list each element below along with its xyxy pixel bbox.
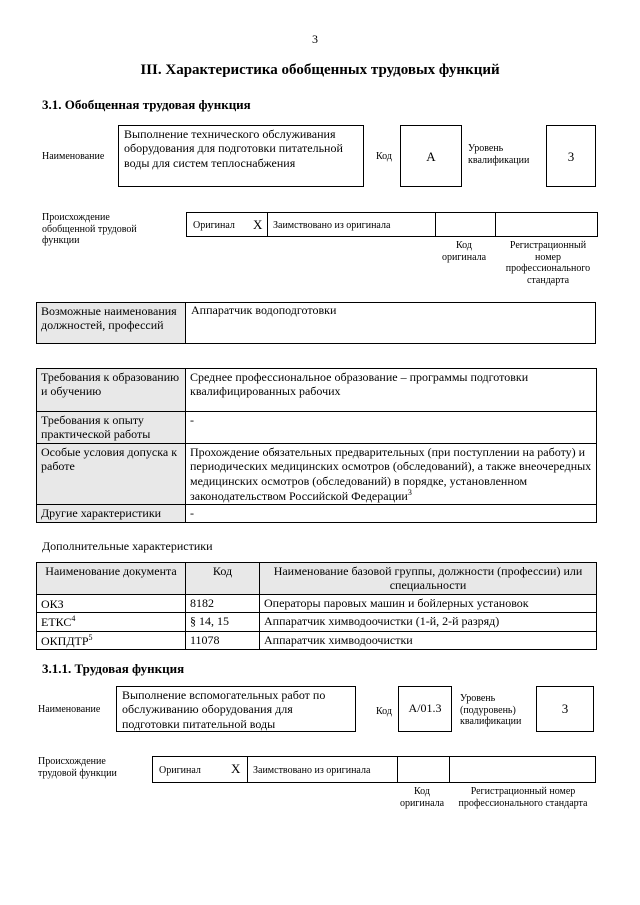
requirement-label: Особые условия допуска к работе	[37, 443, 186, 505]
code-cell: 8182	[186, 594, 260, 612]
gtf-code-orig-caption: Код оригинала	[441, 240, 487, 263]
requirement-value: -	[186, 505, 597, 522]
name-cell: Аппаратчик химводоочистки (1-й, 2-й разряд)	[260, 613, 597, 631]
requirement-row	[37, 412, 597, 444]
gtf-original-label: Оригинал	[193, 220, 235, 231]
doc-cell: ЕТКС$^4$	[37, 613, 186, 631]
tf-original-mark: X	[231, 761, 241, 776]
positions-value: Аппаратчик водоподготовки	[191, 303, 337, 317]
gtf-code-box	[400, 125, 462, 187]
table-row	[37, 631, 597, 649]
name-cell: Аппаратчик химводоочистки	[260, 631, 597, 649]
tf-code-box	[398, 686, 452, 732]
tf-name-value: Выполнение вспомогательных работ по обслуживанию оборудования для подготовки питательной воды	[116, 686, 356, 732]
requirement-row	[37, 369, 597, 412]
section-title: III. Характеристика обобщенных трудовых функций	[140, 62, 500, 78]
gtf-origin-box	[186, 212, 598, 237]
requirement-label: Требования к образованию и обучению	[37, 369, 186, 412]
tf-origin-box	[152, 756, 596, 783]
additional-table	[36, 562, 597, 650]
requirements-table	[36, 368, 597, 523]
gtf-reg-num-caption: Регистрационный номер профессионального стандарта	[505, 240, 591, 286]
tf-level-value: 3	[561, 701, 569, 716]
gtf-origin-label: Происхождение обобщенной трудовой функции	[42, 212, 137, 246]
tf-original-label: Оригинал	[159, 765, 201, 776]
header-doc: Наименование документа	[37, 563, 186, 595]
gtf-level-value: 3	[567, 149, 575, 164]
gtf-level-label: Уровень квалификации	[468, 143, 530, 166]
gtf-name-label: Наименование	[42, 151, 105, 162]
gtf-code-value: А	[426, 149, 436, 164]
requirement-row	[37, 505, 597, 522]
gtf-name-value: Выполнение технического обслуживания оборудования для подготовки питательной воды для систем теплоснабжения	[118, 125, 364, 187]
gtf-original-mark: X	[253, 217, 263, 232]
positions-box	[36, 302, 596, 344]
doc-cell: ОКПДТР$^5$	[37, 631, 186, 649]
tf-origin-label: Происхождение трудовой функции	[38, 756, 117, 779]
requirement-value: -	[186, 412, 597, 444]
requirement-value: Прохождение обязательных предварительных (при поступлении на работу) и периодических медицинских осмотров (обследований), а также внеочередных медицинских осмотров (обследований) в порядке, установленном законодательством Российской Федерации$^3$	[186, 443, 597, 505]
requirement-row	[37, 443, 597, 505]
additional-heading: Дополнительные характеристики	[42, 539, 213, 553]
tf-code-value: А/01.3	[408, 701, 442, 715]
table-row	[37, 613, 597, 631]
table-row	[37, 594, 597, 612]
requirement-value: Среднее профессиональное образование – программы подготовки квалифицированных рабочих	[186, 369, 597, 412]
page-number: 3	[312, 32, 318, 46]
tf-code-orig-caption: Код оригинала	[399, 786, 445, 809]
tf-code-label: Код	[376, 706, 392, 717]
code-cell: 11078	[186, 631, 260, 649]
positions-label: Возможные наименования должностей, профессий	[41, 304, 177, 333]
doc-cell: ОКЗ	[37, 594, 186, 612]
gtf-code-label: Код	[376, 151, 392, 162]
requirement-label: Требования к опыту практической работы	[37, 412, 186, 444]
header-code: Код	[186, 563, 260, 595]
gtf-borrowed-label: Заимствовано из оригинала	[273, 220, 391, 231]
additional-header-row	[37, 563, 597, 595]
tf-borrowed-label: Заимствовано из оригинала	[253, 765, 371, 776]
code-cell: § 14, 15	[186, 613, 260, 631]
gtf-level-box	[546, 125, 596, 187]
tf-name-label: Наименование	[38, 704, 101, 715]
tf-reg-num-caption: Регистрационный номер профессионального стандарта	[458, 786, 588, 809]
gtf-heading: 3.1. Обобщенная трудовая функция	[42, 97, 251, 112]
requirement-label: Другие характеристики	[37, 505, 186, 522]
header-name: Наименование базовой группы, должности (профессии) или специальности	[260, 563, 597, 595]
tf-level-label: Уровень (подуровень) квалификации	[460, 693, 522, 727]
tf-level-box	[536, 686, 594, 732]
name-cell: Операторы паровых машин и бойлерных установок	[260, 594, 597, 612]
tf-heading: 3.1.1. Трудовая функция	[42, 661, 185, 676]
